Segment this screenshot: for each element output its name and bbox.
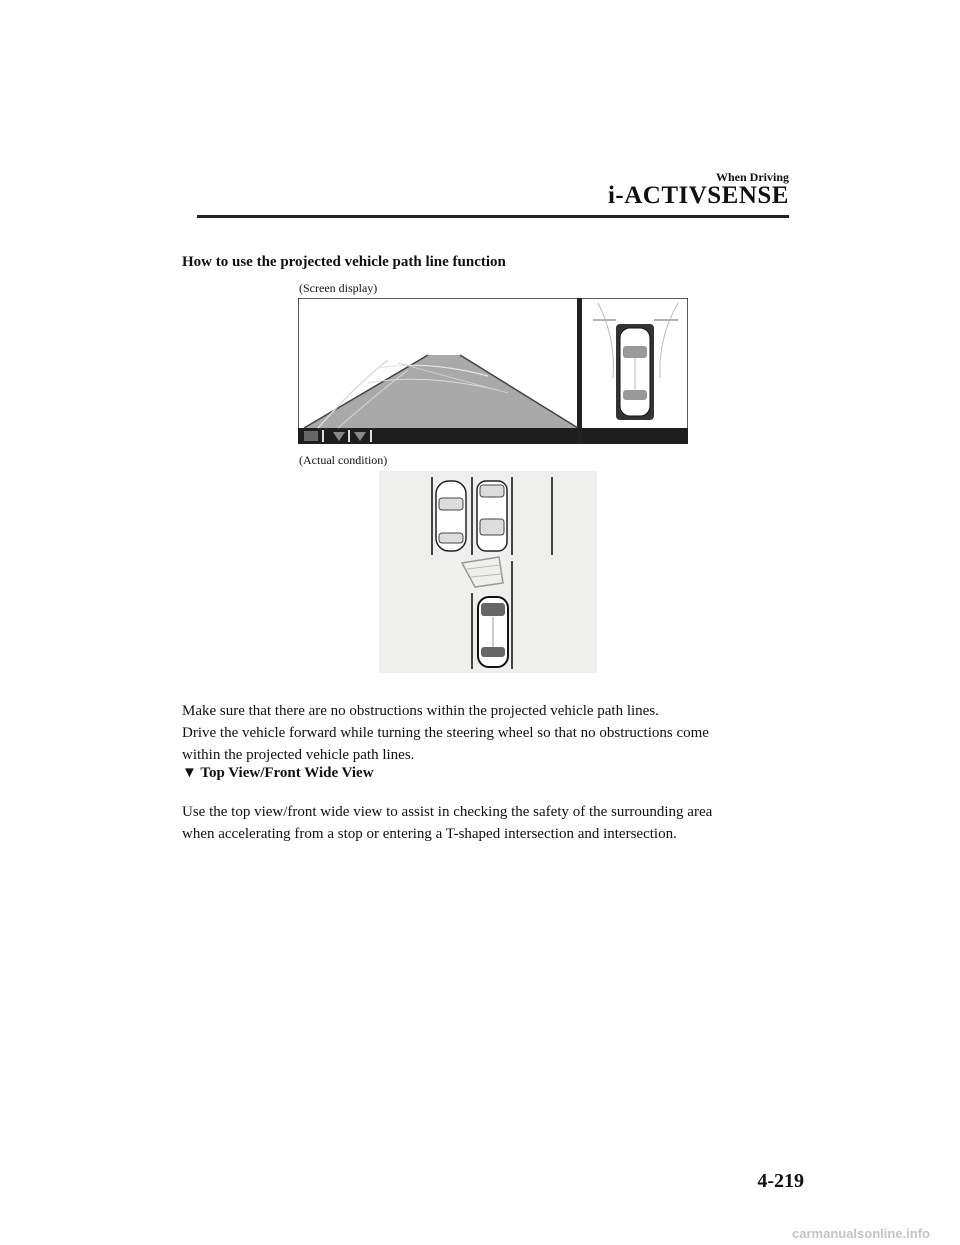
screen-caption: (Screen display) xyxy=(299,281,378,295)
actual-caption: (Actual condition) xyxy=(299,453,388,467)
screen-display-figure xyxy=(298,298,688,444)
header-section: When Driving xyxy=(715,170,789,184)
header-rule xyxy=(197,215,789,218)
instruction-line-2: Drive the vehicle forward while turning the steering wheel so that no obstructions come xyxy=(182,725,709,741)
instruction-paragraph xyxy=(182,700,802,766)
actual-condition-figure xyxy=(379,471,597,673)
page-number: 4-219 xyxy=(757,1170,804,1192)
instruction-line-1: Make sure that there are no obstructions within the projected vehicle path lines. xyxy=(182,703,659,719)
instruction-line-3: within the projected vehicle path lines. xyxy=(182,747,415,763)
section-heading: How to use the projected vehicle path line function xyxy=(182,254,506,270)
topview-line-1: Use the top view/front wide view to assist in checking the safety of the surrounding area xyxy=(182,804,713,820)
footer-watermark: carmanualsonline.info xyxy=(792,1226,930,1241)
header-chapter: i-ACTIVSENSE xyxy=(607,182,789,209)
subsection-heading: ▼ Top View/Front Wide View xyxy=(182,765,374,781)
topview-line-2: when accelerating from a stop or entering a T-shaped intersection and intersection. xyxy=(182,826,677,842)
topview-paragraph xyxy=(182,801,802,845)
